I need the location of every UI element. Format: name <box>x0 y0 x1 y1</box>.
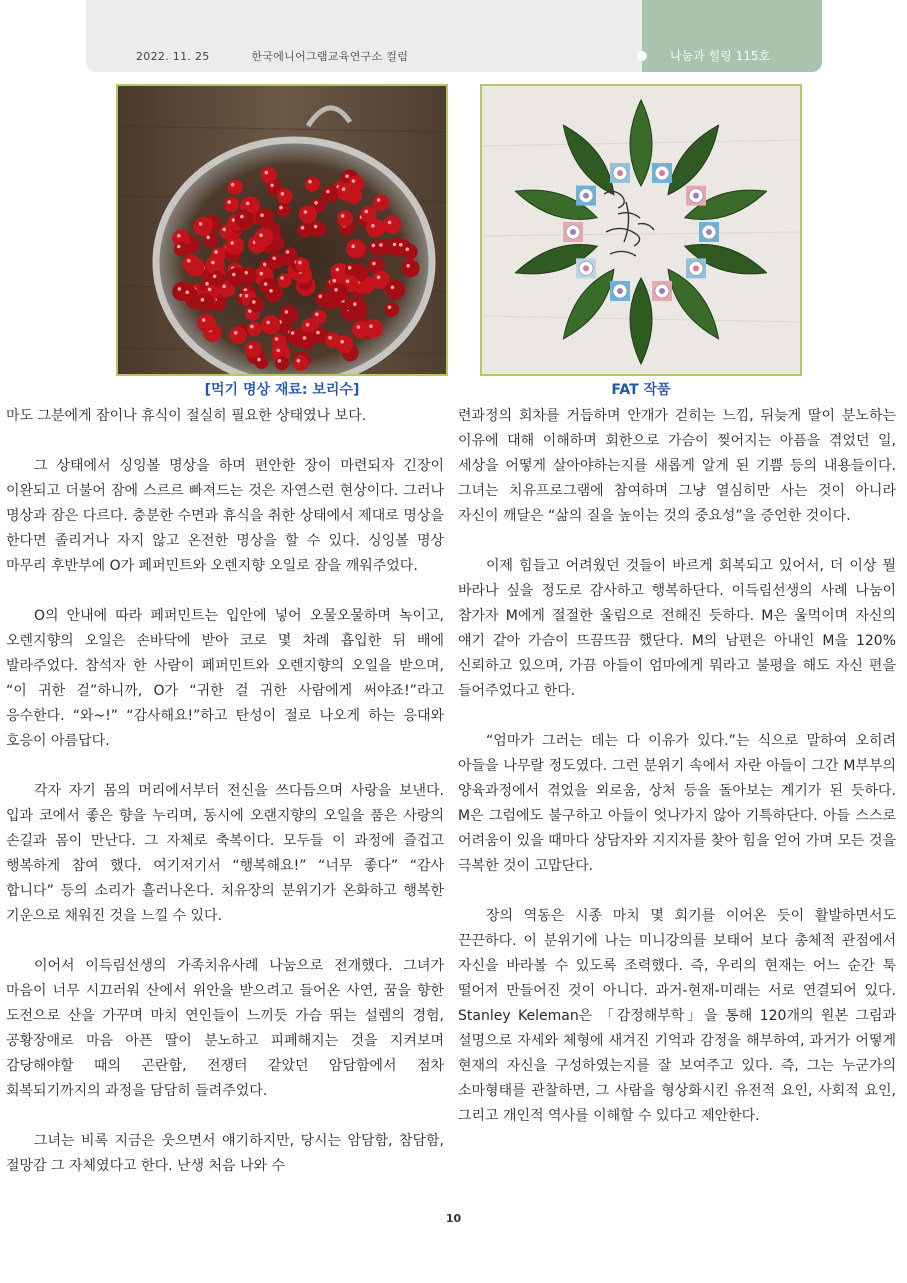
berry-highlight <box>342 187 346 191</box>
berry-highlight <box>406 248 410 252</box>
header-date: 2022. 11. 25 <box>136 50 210 63</box>
berry-highlight <box>314 201 318 205</box>
berry-shape <box>181 287 198 304</box>
berry-shape <box>275 356 289 370</box>
berry-highlight <box>199 222 203 226</box>
berry-highlight <box>352 179 356 183</box>
berry-highlight <box>336 268 340 272</box>
berry-shape <box>196 293 215 312</box>
berry-highlight <box>333 279 337 283</box>
berry-highlight <box>178 287 182 291</box>
text-column-right <box>458 404 896 1154</box>
berry-highlight <box>388 305 392 309</box>
berry-highlight <box>328 336 332 340</box>
berry-shape <box>373 194 389 210</box>
berry-shape <box>247 322 261 336</box>
berry-highlight <box>270 184 274 188</box>
berry-shape <box>224 197 239 212</box>
berry-shape <box>295 258 310 273</box>
berry-shape <box>264 284 282 302</box>
cup-paint-shape <box>617 288 623 294</box>
cup-paint-shape <box>570 229 576 235</box>
berry-highlight <box>377 198 381 202</box>
cup-paint-shape <box>583 265 589 271</box>
berry-shape <box>183 255 200 272</box>
berry-highlight <box>208 288 212 292</box>
berry-highlight <box>265 171 269 175</box>
berry-highlight <box>399 243 403 247</box>
berry-highlight <box>214 250 218 254</box>
berry-highlight <box>246 202 250 206</box>
header-issue: 나눔과 힐링 115호 <box>670 49 771 63</box>
berry-shape <box>261 167 277 183</box>
berry-shape <box>276 203 290 217</box>
berry-highlight <box>314 225 318 229</box>
berry-shape <box>310 221 326 237</box>
berry-shape <box>364 319 383 338</box>
cup-paint-shape <box>617 170 623 176</box>
berry-highlight <box>341 214 345 218</box>
berry-highlight <box>260 213 264 217</box>
berry-shape <box>209 271 225 287</box>
berry-shape <box>345 263 360 278</box>
berry-highlight <box>280 276 284 280</box>
berry-shape <box>261 315 280 334</box>
berry-highlight <box>372 244 376 248</box>
berry-highlight <box>257 358 261 362</box>
berry-highlight <box>326 190 330 194</box>
fat-artwork-illustration <box>482 86 800 374</box>
berry-highlight <box>201 298 205 302</box>
berry-highlight <box>353 302 357 306</box>
berry-highlight <box>316 331 320 335</box>
page-header <box>86 0 822 72</box>
berry-highlight <box>377 276 381 280</box>
berry-highlight <box>372 262 376 266</box>
header-dot-icon <box>637 51 647 61</box>
berry-highlight <box>319 295 323 299</box>
berry-shape <box>277 189 292 204</box>
berry-shape <box>288 328 302 342</box>
berry-highlight <box>303 336 307 340</box>
paragraph: 이어서 이득림선생의 가족치유사례 나눔으로 전개했다. 그녀가 마음이 너무 시끄러워 산에서 위안을 받으려고 들어온 사연, 꿈을 향한 도전으로 산을 가꾸며 마치 연인들이 느끼듯 가슴 뛰는 설렘의 경험, 공황장애로 마음 아픈 딸이 분노하고 피폐해지는 것을 지켜보며 감당해야할 때의 곤란함, 전쟁터 같았던 암담함에서 점차 회복되기까지의 과정을 담담히 들려주었다. <box>6 958 444 1099</box>
page-number: 10 <box>445 1212 462 1225</box>
berry-highlight <box>263 263 267 267</box>
berry-highlight <box>240 215 244 219</box>
berries-illustration <box>118 86 446 374</box>
paragraph: 마도 그분에게 잠이나 휴식이 절실히 필요한 상태였나 보다. <box>6 408 367 424</box>
berry-highlight <box>348 266 352 270</box>
header-issue-tab <box>642 0 822 72</box>
berry-highlight <box>365 210 369 214</box>
berry-highlight <box>222 228 226 232</box>
berry-shape <box>227 268 246 287</box>
berry-shape <box>230 327 247 344</box>
berry-shape <box>361 206 377 222</box>
berry-shape <box>299 206 317 224</box>
berry-shape <box>235 210 254 229</box>
berry-highlight <box>357 325 361 329</box>
berry-shape <box>346 239 365 258</box>
berry-shape <box>383 216 401 234</box>
berry-highlight <box>266 321 270 325</box>
photo-berries-strainer <box>116 84 448 376</box>
caption-left: [먹기 명상 재료: 보리수] <box>204 382 360 398</box>
header-organization: 한국에니어그램교육연구소 컬럼 <box>251 50 409 63</box>
berry-highlight <box>252 300 256 304</box>
berry-highlight <box>297 359 301 363</box>
berry-shape <box>348 175 364 191</box>
berry-highlight <box>250 325 254 329</box>
berry-shape <box>315 291 331 307</box>
berry-highlight <box>202 318 206 322</box>
paragraph: 련과정의 회차를 거듭하며 안개가 걷히는 느낌, 뒤늦게 딸이 분노하는 이유에 대해 이해하며 회한으로 가슴이 찢어지는 아픔을 겪었던 일, 세상을 어떻게 살아야하는지를 새롭게 알게 된 기쁨 등의 내용들이다. 그녀는 치유프로그램에 참여하며 그냥 열심히만 사는 것이 아니라 자신이 깨달은 “삶의 질을 높이는 것의 중요성”을 증언한 것이다. <box>458 408 896 524</box>
cup-paint-shape <box>693 265 699 271</box>
paragraph: 그 상태에서 싱잉볼 명상을 하며 편안한 장이 마련되자 긴장이 이완되고 더불어 잠에 스르르 빠져드는 것은 자연스런 현상이다. 그러나 명상과 잠은 다르다. 충분한 수면과 휴식을 취한 상태에서 제대로 명상을 한다면 졸리거나 자지 않고 온전한 명상을 할 수 있다. 싱잉볼 명상 마무리 후반부에 O가 페퍼민트와 오렌지향 오일로 잠을 깨워주었다. <box>6 458 444 574</box>
berry-highlight <box>275 337 279 341</box>
paragraph: O의 안내에 따라 페퍼민트는 입안에 넣어 오물오물하며 녹이고, 오렌지향의 오일은 손바닥에 받아 코로 몇 차례 흡입한 뒤 배에 발라주었다. 참석자 한 사람이 페퍼민트와 오렌지향의 오일을 받으며, “이 귀한 걸”하니까, O가 “귀한 걸 귀한 사람에게 써야죠!”라고 응수한다. “와~!” “감사해요!”하고 탄성이 절로 나오게 하는 응대와 호응이 아름답다. <box>6 608 444 749</box>
berry-highlight <box>234 331 238 335</box>
berry-shape <box>255 208 274 227</box>
berry-highlight <box>308 180 312 184</box>
berry-highlight <box>177 234 181 238</box>
berry-shape <box>305 177 320 192</box>
text-column-left <box>6 404 444 1204</box>
paragraph: 이제 힘들고 어려웠던 것들이 바르게 회복되고 있어서, 더 이상 뭘 바라나 싶을 정도로 감사하고 행복하단다. 이득림선생의 사례 나눔이 참가자 M에게 절절한 울림으로 전해진 듯하다. M은 울먹이며 자신의 얘기 같아 가슴이 뜨끔뜨끔 했단다. M의 남편은 아내인 M을 120% 신뢰하고 있으며, 가끔 아들이 엄마에게 뭐라고 불평을 해도 자신 편을 들어주었다고 한다. <box>458 558 896 699</box>
berry-shape <box>255 355 269 369</box>
berry-highlight <box>371 224 375 228</box>
berry-shape <box>225 236 244 255</box>
berry-highlight <box>278 359 282 363</box>
berry-highlight <box>301 226 305 230</box>
berry-shape <box>402 259 420 277</box>
berry-highlight <box>227 200 231 204</box>
berry-highlight <box>222 285 226 289</box>
berry-highlight <box>206 236 210 240</box>
berry-shape <box>336 336 353 353</box>
berry-shape <box>385 303 399 317</box>
berry-highlight <box>345 174 349 178</box>
berry-shape <box>249 297 264 312</box>
paragraph: 각자 자기 몸의 머리에서부터 전신을 쓰다듬으며 사랑을 보낸다. 입과 코에서 좋은 향을 누리며, 동시에 오랜지향의 오일을 품은 사랑의 손길과 몸이 만난다. 그 자체로 축복이다. 모두들 이 과정에 즐겁고 행복하게 참여 했다. 여기저기서 “행복해요!” “너무 좋다” “감사 합니다” 등의 소리가 흘러나온다. 치유장의 분위기가 온화하고 행복한 기운으로 채워진 것을 느낄 수 있다. <box>6 783 444 924</box>
berry-shape <box>174 242 189 257</box>
berry-highlight <box>205 282 209 286</box>
berry-highlight <box>304 210 308 214</box>
berry-highlight <box>279 206 283 210</box>
berry-shape <box>245 341 262 358</box>
berry-highlight <box>369 324 373 328</box>
berry-highlight <box>272 257 276 261</box>
berry-highlight <box>269 289 273 293</box>
berry-shape <box>322 185 339 202</box>
cup-paint-shape <box>659 170 665 176</box>
berry-highlight <box>315 313 319 317</box>
berry-highlight <box>264 282 268 286</box>
berry-highlight <box>306 323 310 327</box>
paragraph: 장의 역동은 시종 마치 몇 회기를 이어온 듯이 활발하면서도 끈끈하다. 이 분위기에 나는 미니강의를 보태어 보다 총체적 관점에서 자신을 바라볼 수 있도록 조력했다. 즉, 우리의 현재는 어느 순간 툭 떨어져 만들어진 것이 아니다. 과거-현재-미래는 서로 연결되어 있다. Stanley Keleman은 「감정해부학」을 통해 120개의 원본 그림과 설명으로 자세와 체형에 새겨진 기억과 감정을 해부하여, 과거가 어떻게 현재의 자신을 구성하였는지를 잘 보여주고 있다. 즉, 그는 누군가의 소마형태를 관찰하면, 그 사람을 형상화시킨 유전적 요인, 사회적 요인, 그리고 개인적 역사를 이해할 수 있다고 제안한다. <box>458 908 896 1124</box>
berry-highlight <box>260 272 264 276</box>
berry-shape <box>337 210 353 226</box>
berry-shape <box>385 280 405 300</box>
berry-highlight <box>245 294 249 298</box>
berry-shape <box>293 356 308 371</box>
berry-highlight <box>232 218 236 222</box>
berry-highlight <box>285 310 289 314</box>
berry-shape <box>228 180 243 195</box>
berry-highlight <box>185 291 189 295</box>
header-info <box>136 48 446 64</box>
berry-highlight <box>187 259 191 263</box>
cup-paint-shape <box>693 193 699 199</box>
berry-highlight <box>211 261 215 265</box>
berry-shape <box>197 313 215 331</box>
berry-highlight <box>351 244 355 248</box>
berry-shape <box>348 297 367 316</box>
berry-highlight <box>281 192 285 196</box>
berry-highlight <box>340 340 344 344</box>
berry-highlight <box>230 241 234 245</box>
berry-highlight <box>213 275 217 279</box>
berry-highlight <box>406 264 410 268</box>
berry-highlight <box>346 279 350 283</box>
berry-highlight <box>232 273 236 277</box>
berry-shape <box>402 244 418 260</box>
berry-highlight <box>277 349 281 353</box>
berry-highlight <box>391 286 395 290</box>
berry-highlight <box>259 233 263 237</box>
berry-shape <box>254 228 273 247</box>
photo-fat-artwork <box>480 84 802 376</box>
berry-highlight <box>334 288 338 292</box>
berry-highlight <box>388 221 392 225</box>
berry-shape <box>193 217 212 236</box>
berry-highlight <box>177 245 181 249</box>
berry-highlight <box>291 331 295 335</box>
paragraph: “엄마가 그러는 데는 다 이유가 있다.”는 식으로 말하여 오히려 아들을 나무랄 정도였다. 그런 분위기 속에서 자란 아들이 그간 M부부의 양육과정에서 겪었을 외로움, 상처 등을 돌아보는 계기가 된 듯하다. M은 그럼에도 불구하고 아들이 엇나가지 않아 기특하단다. 아들 스스로 어려움이 있을 때마다 상담자와 지지자를 찾아 힘을 얻어 가며 모든 것을 극복한 것이 고맙단다. <box>458 733 896 874</box>
cup-paint-shape <box>583 193 589 199</box>
berry-shape <box>272 334 287 349</box>
berry-shape <box>329 283 348 302</box>
berry-highlight <box>379 243 383 247</box>
paragraph: 그녀는 비록 지금은 웃으면서 얘기하지만, 당시는 암담함, 참담함, 절망감 그 자체였다고 한다. 난생 처음 나와 수 <box>6 1133 444 1174</box>
berry-shape <box>312 310 326 324</box>
berry-highlight <box>249 345 253 349</box>
cup-paint-shape <box>706 229 712 235</box>
berry-highlight <box>286 250 290 254</box>
cup-paint-shape <box>659 288 665 294</box>
caption-right: FAT 작품 <box>611 382 671 398</box>
berry-highlight <box>231 183 235 187</box>
berry-highlight <box>298 261 302 265</box>
